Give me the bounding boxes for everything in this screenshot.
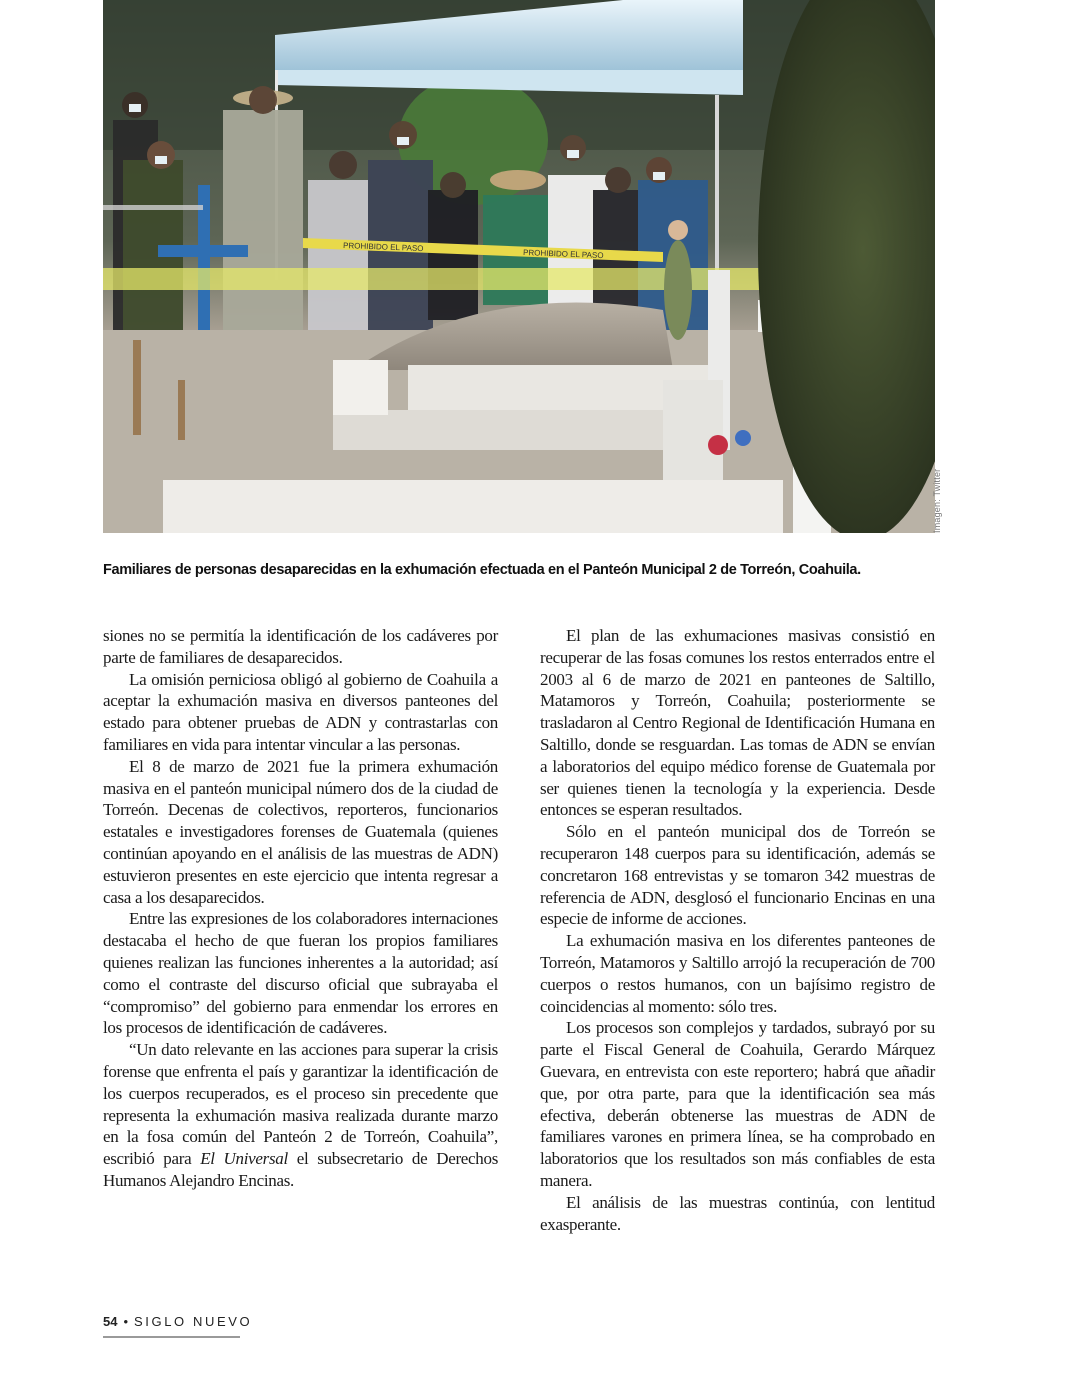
publication-name: El Universal: [200, 1149, 288, 1169]
paragraph: Sólo en el panteón municipal dos de Torreón se recuperaron 148 cuerpos para su identificación, además se concretaron 168 entrevistas y se tomaron 342 muestras de referencia de ADN, desglosó el funcionario Encinas en una especie de informe de acciones.: [540, 822, 935, 929]
paragraph: Los procesos son complejos y tardados, subrayó por su parte el Fiscal General de Coahuila, Gerardo Márquez Guevara, en entrevista con este reportero; habrá que añadir que, por otra parte, para que la identificación sea más efectiva, deberán obtenerse las muestras de ADN de familiares varones en primera línea, se ha comprobado en laboratorios que los resultados son más confiables de esta manera.: [540, 1018, 935, 1190]
page-number: 54: [103, 1314, 118, 1329]
page-footer: [103, 1314, 252, 1329]
tape-text-2: PROHIBIDO EL PASO: [522, 248, 604, 261]
paragraph: siones no se permitía la identificación de los cadáveres por parte de familiares de desaparecidos.: [103, 626, 498, 667]
paragraph: El análisis de las muestras continúa, con lentitud exasperante.: [540, 1192, 935, 1234]
paragraph: Entre las expresiones de los colaboradores internaciones destacaba el hecho de que fueran los propios familiares quienes realizan las funciones inherentes a la autoridad; así como el contraste del discurso oficial que subrayaba el “compromiso” del gobierno para enmendar los errores en los procesos de identificación de cadáveres.: [103, 909, 498, 1038]
paragraph: La omisión perniciosa obligó al gobierno de Coahuila a aceptar la exhumación masiva en diversos panteones del estado para obtener pruebas de ADN y contrastarlas con familiares en vida para intentar vincular a las personas.: [103, 669, 498, 754]
footer-separator: •: [123, 1314, 129, 1329]
photo-caption: Familiares de personas desaparecidas en la exhumación efectuada en el Panteón Municipal 2 de Torreón, Coahuila.: [103, 562, 861, 578]
paragraph: El plan de las exhumaciones masivas consistió en recuperar de las fosas comunes los restos enterrados entre el 2003 al 6 de marzo de 2021 en panteones de Saltillo, Matamoros y Torreón, Coahuila; posteriormente se trasladaron al Centro Regional de Identificación Humana en Saltillo, donde se resguardan. Las tomas de ADN se envían a laboratorios del equipo médico forense de Guatemala por ser quienes tienen la tecnología y la experiencia. Desde entonces se esperan resultados.: [540, 626, 935, 820]
paragraph: La exhumación masiva en los diferentes panteones de Torreón, Matamoros y Saltillo arrojó la recuperación de 700 cuerpos o restos humanos, con un bajísimo registro de coincidencias al momento: sólo tres.: [540, 931, 935, 1016]
quote-text: “Un dato relevante en las acciones para superar la crisis forense que enfrenta el país y garantizar la identificación de los cuerpos recuperados, es el proceso sin precedente que representa la exhumación masiva realizada durante marzo en la fosa común del Panteón 2 de Torreón, Coahuila”, escribió para: [103, 1040, 498, 1169]
paragraph: El 8 de marzo de 2021 fue la primera exhumación masiva en el panteón municipal número dos de la ciudad de Torreón. Decenas de colectivos, reporteros, funcionarios estatales e investigadores forenses de Guatemala (quienes continúan apoyando en el análisis de las muestras de ADN) estuvieron presentes en este ejercicio que intenta regresar a casa a los desaparecidos.: [103, 756, 498, 907]
paragraph: [103, 1039, 498, 1192]
magazine-name: SIGLO NUEVO: [134, 1314, 253, 1329]
photo-credit: Imagen: Twitter: [932, 468, 942, 533]
tape-text: PROHIBIDO EL PASO: [342, 241, 424, 254]
article-column-left: [103, 625, 498, 1192]
article-column-right: [540, 625, 935, 1235]
quote-attribution: el subsecretario de Derechos Humanos Alejandro Encinas.: [103, 1149, 499, 1190]
footer-divider: [103, 1336, 240, 1338]
article-photo: [103, 0, 935, 533]
